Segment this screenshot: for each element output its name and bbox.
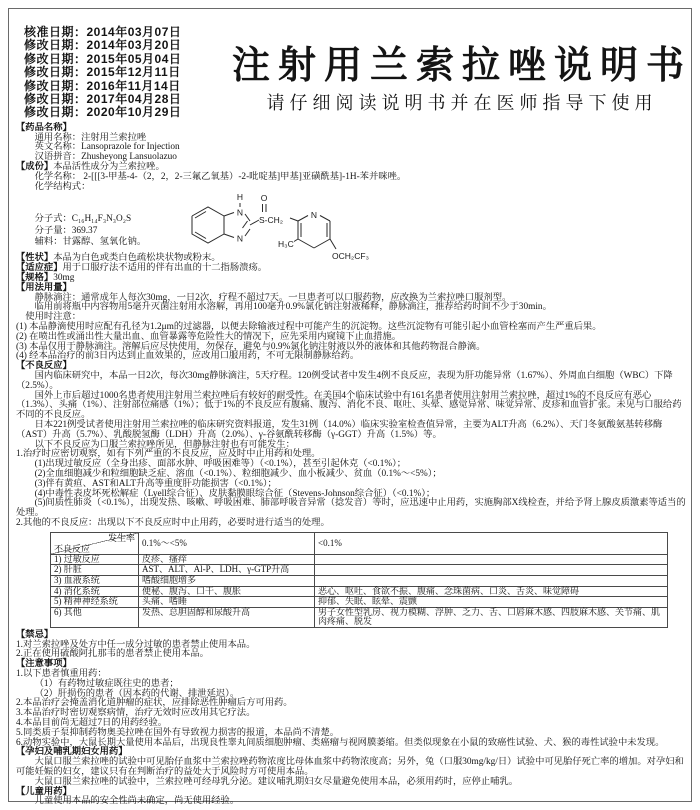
row-name-cell: 5) 精神神经系统 xyxy=(51,597,139,607)
row-cell: 抑郁、失眠、眩晕、震颤 xyxy=(318,596,418,607)
row-name-cell: 6) 其他 xyxy=(51,608,139,627)
approval-dates-list xyxy=(24,26,232,120)
heading-text: 【规格】 xyxy=(16,273,54,284)
date-line: 修改日期：2014年03月20日 xyxy=(24,38,182,53)
strength-text: 30mg xyxy=(53,273,75,284)
row-cell: 男子女性型乳房、视力模糊、浮肿、乏力、舌、口唇麻木感、四肢麻木感、关节痛、肌肉疼痛、脱发 xyxy=(318,606,661,627)
table-corner-cell xyxy=(51,533,139,554)
heading-text: 【适应症】 xyxy=(16,263,63,274)
precaution-item: 5.同类质子泵抑制药物奥美拉唑在国外有导致视力损害的报道，本品尚不清楚。 xyxy=(16,727,340,738)
generic-name-line: 通用名称：注射用兰索拉唑 xyxy=(34,132,147,143)
atom-n: N xyxy=(310,210,318,221)
page-subtitle: 请仔细阅读说明书并在医师指导下使用 xyxy=(266,93,658,113)
precaution-item: 1.以下患者慎重用药： xyxy=(16,669,107,680)
children-text: 儿童使用本品的安全性尚未确定，尚无使用经验。 xyxy=(34,796,240,807)
molecular-weight-line: 分子量：369.37 xyxy=(34,225,98,236)
precaution-subitem: （2）肝损伤的患者（因本药的代谢、排泄延迟）。 xyxy=(34,688,240,699)
contraindication-item: 2.正在使用硫酸阿扎那韦的患者禁止使用本品。 xyxy=(16,649,209,660)
english-name-line: 英文名称：Lansoprazole for Injection xyxy=(34,142,180,153)
precaution-item: 6.动物实验中，大鼠长期大量使用本品后，出现良性睾丸间质细胞肿瘤、类癌瘤与视网膜萎缩。但类似现象在小鼠的致癌性试验、犬、猴的毒性试验中未发现。 xyxy=(16,737,665,748)
composition-intro: 本品活性成分为兰索拉唑。 xyxy=(53,162,165,173)
row-cell: 便秘、腹泻、口干、腹胀 xyxy=(139,587,315,597)
precaution-item: 3.本品治疗时密切观察病情，治疗无效时应改用其它疗法。 xyxy=(16,708,256,719)
section-indications xyxy=(16,264,690,274)
title-block xyxy=(232,26,692,120)
heading-text: 【注意事项】 xyxy=(16,659,72,670)
adverse-item: 1.治疗时应密切观察，如有下列严重的不良反应，应及时中止用药和处理。 xyxy=(16,449,321,460)
adverse-paragraph: 国外上市后超过1000名患者使用注射用兰索拉唑后有较好的耐受性。在美国4个临床试验中有161名患者使用注射用兰索拉唑，超过1%的不良反应有恶心（1.3%）、头痛（1%）、注射部位痛感（1%）；低于1%的不良反应有腹痛、腹泻、消化不良、呕吐、头晕、感觉异常、味觉异常、皮疹和血管扩张。未见与口服给药不同的不良反应。 xyxy=(16,390,682,421)
date-line: 修改日期：2015年05月04日 xyxy=(24,51,182,66)
adverse-subitem: (2)全血细胞减少和粒细胞缺乏症、溶血（<0.1%）、粒细胞减少、血小板减少、贫血（0.1%～<5%）； xyxy=(34,468,442,479)
excipients-line: 辅料：甘露醇、氢氧化钠。 xyxy=(34,237,147,248)
heading-text: 【药品名称】 xyxy=(16,122,72,133)
structure-label-line: 化学结构式： xyxy=(34,181,91,192)
adverse-item: 2.其他的不良反应：出现以下不良反应时中止用药，必要时进行适当的处理。 xyxy=(16,517,330,528)
adverse-reactions-table xyxy=(50,532,668,628)
heading-text: 【儿童用药】 xyxy=(16,786,72,797)
methyl-group: H₃C xyxy=(278,239,294,250)
heading-text: 【禁忌】 xyxy=(16,629,54,640)
dosage-paragraph: 临用前将瓶中内容物用5毫升灭菌注射用水溶解，再用100毫升0.9%氯化钠注射液稀释，静脉滴注，推荐给药时间不少于30min。 xyxy=(34,302,552,313)
adverse-paragraph: 以下不良反应为口服兰索拉唑所见，但静脉注射也有可能发生： xyxy=(34,439,295,450)
date-line: 修改日期：2017年04月28日 xyxy=(24,92,182,107)
row-cell: 恶心、呕吐、食欲不振、腹痛、念珠菌病、口炎、舌炎、味觉障碍 xyxy=(318,585,580,596)
properties-text: 本品为白色或类白色疏松块状物或粉末。 xyxy=(53,253,221,264)
dosage-note: (2) 在喷出性或涌出性大量出血、血管暴露等危险性大的情况下，应先采用内窥镜下止血措施。 xyxy=(16,331,402,342)
leaflet-header xyxy=(0,18,700,120)
heading-text: 【孕妇及哺乳期妇女用药】 xyxy=(16,747,128,758)
atom-n: N xyxy=(236,207,244,218)
heading-text: 【性状】 xyxy=(16,253,54,264)
row-name-cell: 1) 过敏反应 xyxy=(51,555,139,565)
adverse-subitem: (4)中毒性表皮坏死松解症（Lyell综合征）、皮肤黏膜眼综合征（Stevens-Johnson综合征）（<0.1%）； xyxy=(34,488,436,499)
dosage-note-label: 使用时注意： xyxy=(25,312,82,323)
section-heading-precautions xyxy=(16,660,690,670)
row-cell xyxy=(315,565,667,575)
row-cell: 嗜酸细胞增多 xyxy=(139,576,315,586)
row-cell: 头痛、嗜睡 xyxy=(139,597,315,607)
row-name-cell: 2) 肝脏 xyxy=(51,565,139,575)
dosage-paragraph: 静脉滴注：通常成年人每次30mg，一日2次，疗程不超过7天。一旦患者可以口服药物，应改换为兰索拉唑口服剂型。 xyxy=(34,292,512,303)
precaution-item: 4.本品目前尚无超过7日的用药经验。 xyxy=(16,718,168,729)
dosage-note: (1) 本品静滴使用时应配有孔径为1.2μm的过滤器，以便去除输液过程中可能产生的沉淀物。这些沉淀物有可能引起小血管栓塞而产生严重后果。 xyxy=(16,322,602,332)
row-cell: AST、ALT、Al-P、LDH、γ-GTP升高 xyxy=(139,565,315,575)
table-row xyxy=(51,608,667,627)
trifluoroethoxy-group: OCH₂CF₃ xyxy=(332,251,369,262)
adverse-paragraph: 国内临床研究中，本品一日2次，每次30mg静脉滴注，5天疗程。120例受试者中发生4例不良反应，表现为肝功能异常（1.67%）、外周血白细胞（WBC）下降（2.5%）。 xyxy=(16,370,673,391)
chemical-structure-drawing xyxy=(184,188,414,264)
section-strength xyxy=(16,274,690,284)
atom-h: H xyxy=(236,192,244,203)
row-name-cell: 4) 消化系统 xyxy=(51,587,139,597)
row-cell xyxy=(315,555,667,565)
heading-text: 【不良反应】 xyxy=(16,361,72,372)
atom-n: N xyxy=(236,233,244,244)
dosage-note: (4) 经本品治疗的前3日内达到止血效果的，应改用口服用药，不可无限制静脉给药。 xyxy=(16,351,360,362)
precaution-subitem: （1）有药物过敏症既往史的患者； xyxy=(34,678,179,689)
sulfinyl-methylene-group: S-CH₂ xyxy=(259,215,284,226)
date-line: 修改日期：2016年11月14日 xyxy=(24,78,181,93)
heading-text: 【成份】 xyxy=(16,162,54,173)
pregnancy-paragraph: 大鼠口服兰索拉唑的试验中可见胎仔血浆中兰索拉唑药物浓度比母体血浆中药物浓度高；另外，兔（口服30mg/kg/日）试验中可见胎仔死亡率的增加。对孕妇和可能妊娠的妇女，建议只有在判断治疗的益处大于风险时方可使用本品。 xyxy=(16,757,684,778)
column-header: 0.1%～<5% xyxy=(139,533,315,554)
precaution-item: 2.本品治疗会掩盖消化道肿瘤的症状，应排除恶性肿瘤后方可用药。 xyxy=(16,698,293,709)
pinyin-name-line: 汉语拼音：Zhusheyong Lansuolazuo xyxy=(34,152,177,163)
dosage-note: (3) 本品仅用于静脉滴注。溶解后应尽快使用，勿保存，避免与0.9%氯化钠注射液以外的液体和其他药物混合静滴。 xyxy=(16,341,486,352)
indications-text: 用于口服疗法不适用的伴有出血的十二指肠溃疡。 xyxy=(62,263,268,274)
date-line: 修改日期：2020年10月29日 xyxy=(24,105,182,120)
table-header-row xyxy=(51,533,667,555)
pregnancy-paragraph: 大鼠口服兰索拉唑的试验中，兰索拉唑可经母乳分泌。建议哺乳期妇女尽量避免使用本品，必须用药时，应停止哺乳。 xyxy=(34,776,519,787)
row-name-cell: 3) 血液系统 xyxy=(51,576,139,586)
leaflet-body xyxy=(0,120,700,807)
adverse-subitem: (1)出现过敏反应（全身出疹、面部水肿、呼吸困难等）（<0.1%），甚至引起休克（<0.1%）； xyxy=(34,459,407,470)
date-line: 修改日期：2015年12月11日 xyxy=(24,65,181,80)
corner-label-frequency: 发生率 xyxy=(107,532,135,543)
date-line: 核准日期：2014年03月07日 xyxy=(24,25,182,39)
adverse-subitem: (3)伴有黄疸、AST和ALT升高等重度肝功能损害（<0.1%）； xyxy=(34,478,277,489)
table-row xyxy=(51,576,667,587)
page-title: 注射用兰索拉唑说明书 xyxy=(232,45,693,87)
heading-text: 【用法用量】 xyxy=(16,282,72,293)
column-header: <0.1% xyxy=(318,537,342,548)
row-cell: 皮疹、瘙痒 xyxy=(139,555,315,565)
contraindication-item: 1.对兰索拉唑及处方中任一成分过敏的患者禁止使用本品。 xyxy=(16,639,256,650)
adverse-subitem: (5)间质性肺炎（<0.1%），出现发热、咳嗽、呼吸困难、肺部呼吸音异常（捻发音）等时，应迅速中止用药，实施胸部X线检查，并给予肾上腺皮质激素等适当的处理。 xyxy=(16,498,686,519)
row-cell: 发热、总胆固醇和尿酸升高 xyxy=(139,608,315,627)
row-cell xyxy=(315,576,667,586)
molecular-formula-line: 分子式：C₁₆H₁₄F₃N₃O₂S xyxy=(34,214,132,225)
atom-o: O xyxy=(260,193,268,204)
chemical-name-line: 化学名称： 2-[[[3-甲基-4-（2，2，2-三氟乙氧基）-2-吡啶基]甲基]亚磺酰基]-1H-苯并咪唑。 xyxy=(34,171,407,182)
corner-label-reaction: 不良反应 xyxy=(54,543,91,554)
adverse-paragraph: 日本221例受试者使用注射用兰索拉唑的临床研究资料报道，发生31例（14.0%）临床实验室检查值异常，主要为ALT升高（6.2%）、天门冬氨酸氨基转移酶（AST）升高（5.7%）、乳酸脱氢酶（LDH）升高（2.0%）、γ-谷氨酰转移酶（γ-GGT）升高（1.5%）等。 xyxy=(16,419,663,440)
